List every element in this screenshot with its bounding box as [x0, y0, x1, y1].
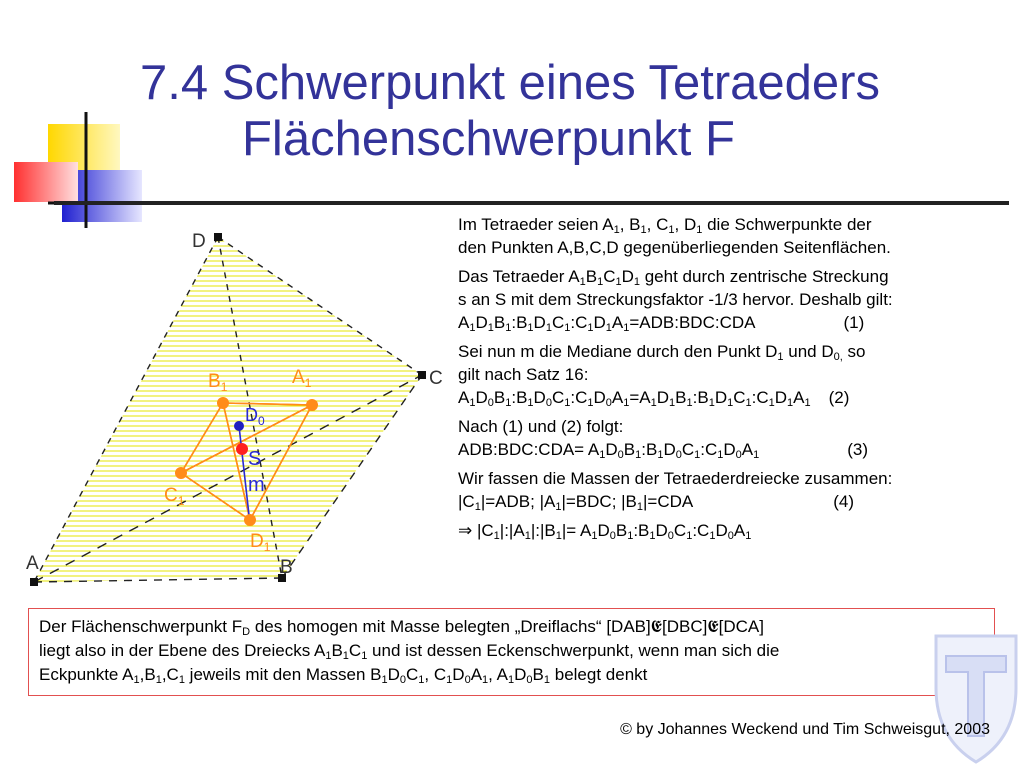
title-line-1: 7.4 Schwerpunkt eines Tetraeders — [140, 56, 880, 110]
intersection-symbol-icon: 𝕰 — [707, 617, 719, 636]
label-c: C — [429, 368, 443, 389]
label-d1: $D_1$ — [250, 531, 271, 554]
paragraph-4: Nach (1) und (2) folgt: ADB:BDC:CDA= $A_1D_0B_1:B_1D_0C_1:C_1D_0A_1$ (3) — [458, 417, 869, 461]
equation-number-1: (1) — [843, 313, 865, 332]
label-d0: $D_0$ — [245, 405, 265, 428]
title-divider — [54, 201, 1009, 205]
equation-number-2: (2) — [828, 388, 850, 407]
label-s: S — [248, 448, 262, 470]
paragraph-1: Im Tetraeder seien $A_1$, $B_1$, $C_1$, $D_1$ die Schwerpunkte der den Punkten A,B,C,D gegenüberliegenden Seitenflächen. — [458, 215, 891, 257]
paragraph-5: Wir fassen die Massen der Tetraederdreiecke zusammen: $|C_1|=ADB$; $|A_1|=BDC$; $|B_1|=CDA$ (4) — [458, 469, 893, 513]
label-m: m — [248, 474, 265, 496]
equation-number-4: (4) — [833, 492, 855, 511]
label-d: D — [192, 231, 206, 252]
implies-arrow-icon: ⇒ — [458, 521, 473, 540]
tetrahedron-figure — [20, 215, 460, 610]
intersection-symbol-icon: 𝕰 — [650, 617, 662, 636]
paragraph-2: Das Tetraeder $A_1B_1C_1D_1$ geht durch zentrische Streckung s an S mit dem Streckungsfaktor -1/3 hervor. Deshalb gilt: $A_1D_1B_1:B_1D_1C_1:C_1D_1A_1=ADB:BDC:CDA$ (1) — [458, 267, 893, 334]
university-logo-t-icon — [930, 632, 1022, 766]
label-b1: $B_1$ — [208, 371, 228, 394]
point-s — [236, 443, 248, 455]
conclusion-box: Der Flächenschwerpunkt $F_D$ des homogen mit Masse belegten „Dreiflachs“ [DAB]𝕰[DBC]𝕰[DCA] liegt also in der Ebene des Dreiecks $A_1B_1C_1$ und ist dessen Eckenschwerpunkt, wenn man sich die Eckpunkte $A_1,B_1,C_1$ jeweils mit den Massen $B_1D_0C_1$, $C_1D_0A_1$, $A_1D_0B_1$ belegt denkt — [28, 608, 995, 696]
copyright-footer: © by Johannes Weckend und Tim Schweisgut, 2003 — [620, 721, 990, 738]
title-line-2: Flächenschwerpunkt F — [242, 112, 735, 166]
label-b: B — [280, 557, 293, 578]
label-c1: $C_1$ — [164, 485, 185, 508]
point-d0 — [234, 421, 244, 431]
label-a: A — [26, 553, 39, 574]
label-a1: $A_1$ — [292, 367, 312, 390]
equation-number-3: (3) — [847, 440, 869, 459]
paragraph-6: ⇒ $|C_1|:|A_1|:|B_1|=$ $A_1D_0B_1:B_1D_0C_1:C_1D_0A_1$ — [458, 521, 752, 542]
paragraph-3: Sei nun m die Mediane durch den Punkt $D_1$ und $D_{0,}$ so gilt nach Satz 16: $A_1D_0B_1:B_1D_0C_1:C_1D_0A_1=A_1D_1B_1:B_1D_1C_1:C_1D_1A_1$ (2) — [458, 342, 866, 409]
explanation-text — [458, 213, 1018, 548]
page-title — [140, 55, 1000, 167]
